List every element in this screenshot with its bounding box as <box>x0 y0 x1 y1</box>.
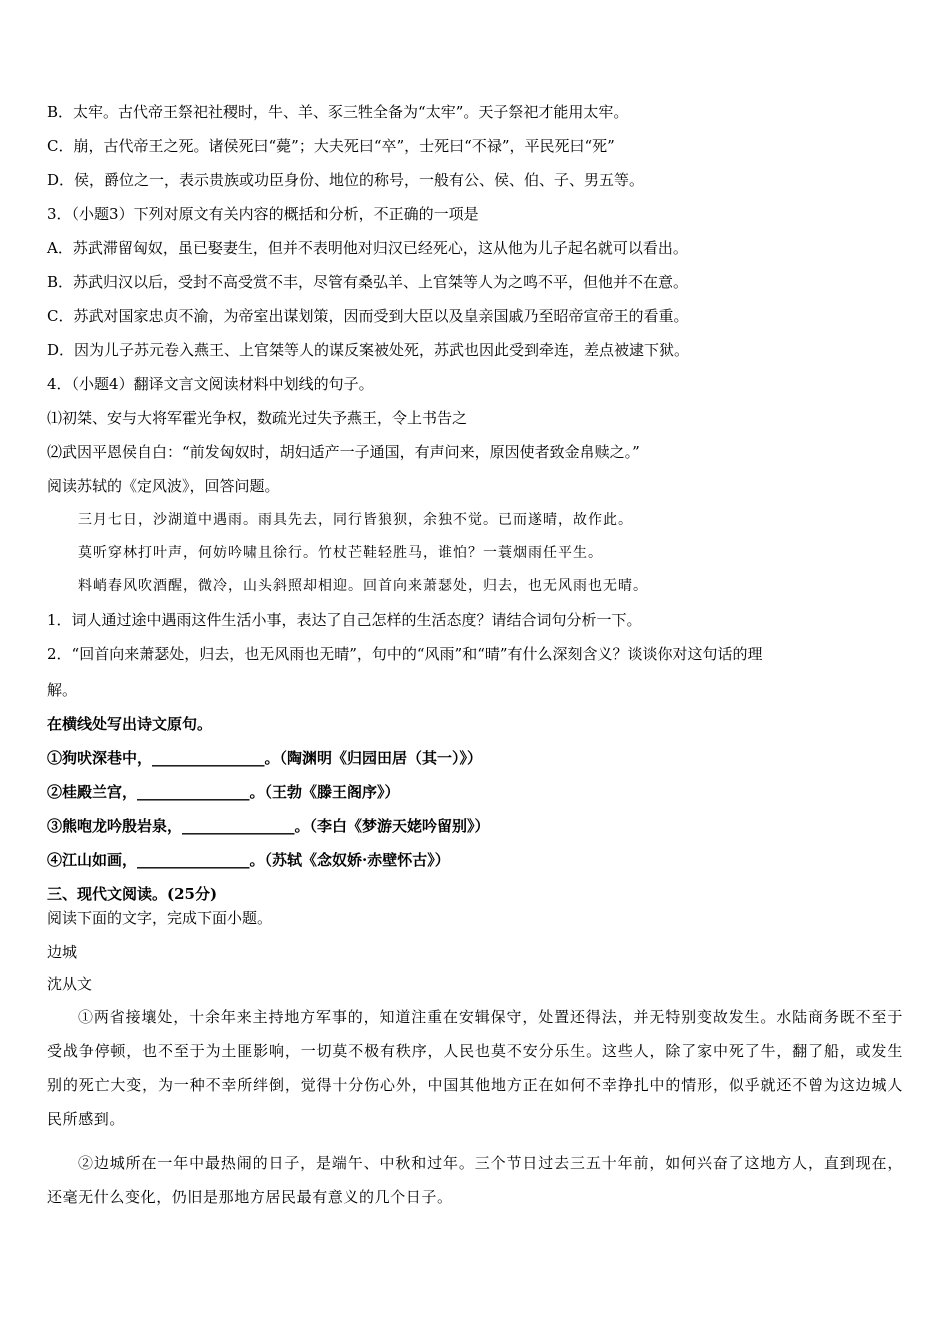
fill-blank-title: 在横线处写出诗文原句。 <box>47 715 213 733</box>
poem-intro: 阅读苏轼的《定风波》，回答问题。 <box>47 477 280 495</box>
q3-option-a: A．苏武滞留匈奴，虽已娶妻生，但并不表明他对归汉已经死心，这从他为儿子起名就可以看出。 <box>47 239 688 257</box>
q3-option-d: D．因为儿子苏元卷入燕王、上官桀等人的谋反案被处死，苏武也因此受到牵连，差点被逮下狱。 <box>47 341 690 359</box>
q3-option-b: B．苏武归汉以后，受封不高受赏不丰，尽管有桑弘羊、上官桀等人为之鸣不平，但他并不在意。 <box>47 273 689 291</box>
poem-question-1: 1．词人通过途中遇雨这件生活小事，表达了自己怎样的生活态度？请结合词句分析一下。 <box>47 611 642 629</box>
poem-question-2-cont: 解。 <box>47 681 78 699</box>
section-3-instruction: 阅读下面的文字，完成下面小题。 <box>47 909 273 927</box>
story-title: 边城 <box>47 943 78 961</box>
q4-stem: 4．（小题4）翻译文言文阅读材料中划线的句子。 <box>47 375 374 393</box>
story-paragraph-2: ②边城所在一年中最热闹的日子，是端午、中秋和过年。三个节日过去三五十年前，如何兴奋了这地方人，直到现在，还毫无什么变化，仍旧是那地方居民最有意义的几个日子。 <box>47 1154 903 1206</box>
fill-blank-item-1: ①狗吠深巷中，_______________。（陶渊明《归园田居（其一）》） <box>47 749 483 767</box>
q3-option-c: C．苏武对国家忠贞不渝，为帝室出谋划策，因而受到大臣以及皇亲国戚乃至昭帝宣帝王的看重。 <box>47 307 689 325</box>
story-author: 沈从文 <box>47 975 93 993</box>
fill-blank-item-2: ②桂殿兰宫，_______________。（王勃《滕王阁序》） <box>47 783 400 801</box>
option-d-hou: D．侯，爵位之一，表示贵族或功臣身份、地位的称号，一般有公、侯、伯、子、男五等。 <box>47 171 645 189</box>
option-c-beng: C．崩，古代帝王之死。诸侯死曰“薨”；大夫死曰“卒”，士死曰“不禄”，平民死曰“死” <box>47 137 615 155</box>
q4-item-2: ⑵武因平恩侯自白：“前发匈奴时，胡妇适产一子通国，有声问来，原因使者致金帛赎之。” <box>47 443 640 461</box>
q4-item-1: ⑴初桀、安与大将军霍光争权，数疏光过失予燕王，令上书告之 <box>47 409 468 427</box>
poem-line-3: 料峭春风吹酒醒，微冷，山头斜照却相迎。回首向来萧瑟处，归去，也无风雨也无晴。 <box>78 578 648 594</box>
option-b-taolao: B．太牢。古代帝王祭祀社稷时，牛、羊、豕三牲全备为“太牢”。天子祭祀才能用太牢。 <box>47 103 629 121</box>
story-paragraph-1: ①两省接壤处，十余年来主持地方军事的，知道注重在安辑保守，处置还得法，并无特别变故发生。水陆商务既不至于受战争停顿，也不至于为土匪影响，一切莫不极有秩序，人民也莫不安分乐生。这些人，除了家中死了牛，翻了船，或发生别的死亡大变，为一种不幸所绊倒，觉得十分伤心外，中国其他地方正在如何不幸挣扎中的情形，似乎就还不曾为这边城人民所感到。 <box>47 1008 903 1128</box>
poem-line-2: 莫听穿林打叶声，何妨吟啸且徐行。竹杖芒鞋轻胜马，谁怕？一蓑烟雨任平生。 <box>78 545 603 561</box>
q3-stem: 3．（小题3）下列对原文有关内容的概括和分析，不正确的一项是 <box>47 205 479 223</box>
section-3-heading: 三、现代文阅读。(25分) <box>47 885 218 903</box>
fill-blank-item-3: ③熊咆龙吟殷岩泉，_______________。（李白《梦游天姥吟留别》） <box>47 817 490 835</box>
poem-question-2: 2．“回首向来萧瑟处，归去，也无风雨也无晴”，句中的“风雨”和“晴”有什么深刻含义？谈谈你对这句话的理 <box>47 645 763 663</box>
poem-line-1: 三月七日，沙湖道中遇雨。雨具先去，同行皆狼狈，余独不觉。已而遂晴，故作此。 <box>78 512 633 528</box>
fill-blank-item-4: ④江山如画，_______________。（苏轼《念奴娇·赤壁怀古》） <box>47 851 450 869</box>
